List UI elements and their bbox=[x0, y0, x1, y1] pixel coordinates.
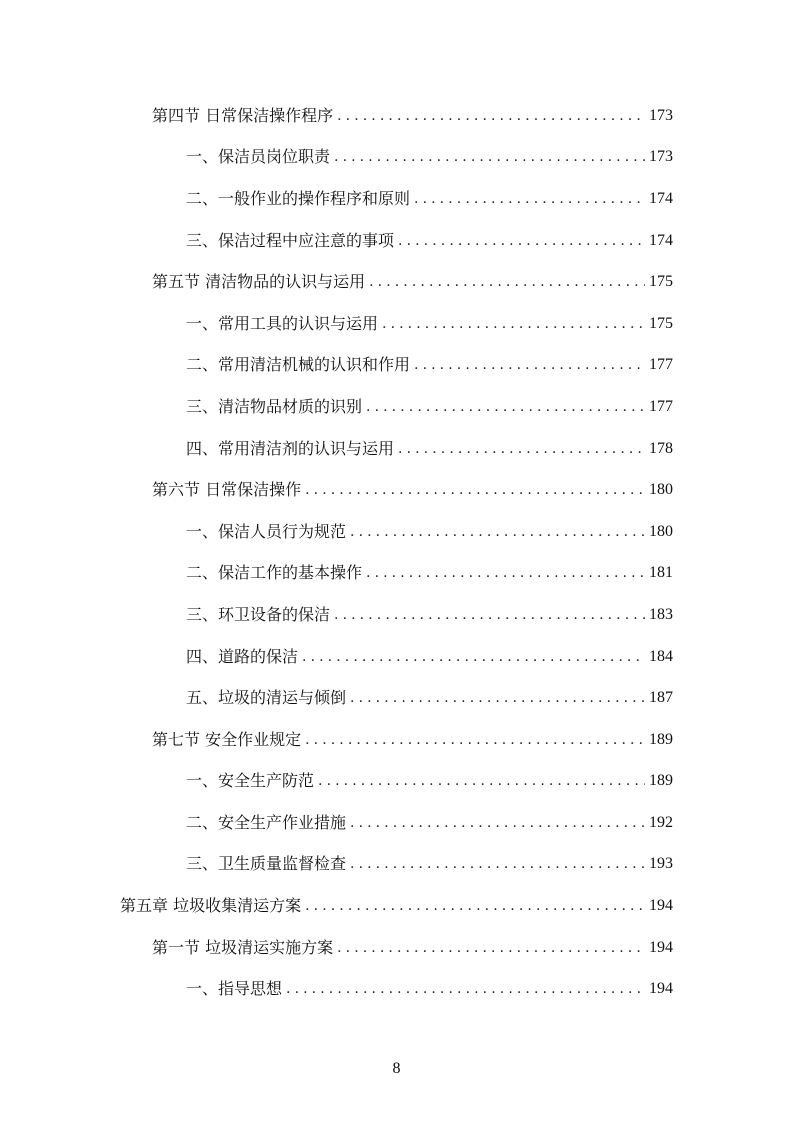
toc-entry[interactable] bbox=[0, 927, 793, 969]
toc-entry[interactable] bbox=[0, 469, 793, 511]
toc-entry-title: 五、垃圾的清运与倾倒 bbox=[186, 688, 347, 708]
toc-entry[interactable] bbox=[0, 636, 793, 678]
toc-entry-page: 178 bbox=[649, 439, 673, 457]
toc-entry-page: 181 bbox=[649, 564, 673, 582]
toc-entry-title: 第七节 安全作业规定 bbox=[152, 729, 302, 749]
toc-entry-page: 187 bbox=[649, 689, 673, 707]
toc-entry-page: 189 bbox=[649, 772, 673, 790]
toc-entry-title: 一、保洁员岗位职责 bbox=[186, 147, 331, 167]
toc-entry[interactable] bbox=[0, 386, 793, 428]
toc-entry[interactable] bbox=[0, 553, 793, 595]
toc-entry[interactable] bbox=[0, 761, 793, 803]
toc-entry-page: 194 bbox=[649, 897, 673, 915]
toc-leader-dots bbox=[337, 938, 645, 958]
toc-entry[interactable] bbox=[0, 261, 793, 303]
toc-entry[interactable] bbox=[0, 178, 793, 220]
toc-leader-dots bbox=[350, 688, 645, 708]
toc-entry-page: 192 bbox=[649, 813, 673, 831]
toc-entry-page: 173 bbox=[649, 106, 673, 124]
toc-entry-title: 一、常用工具的认识与运用 bbox=[186, 313, 379, 333]
toc-leader-dots bbox=[369, 272, 645, 292]
toc-leader-dots bbox=[350, 522, 645, 542]
toc-entry[interactable] bbox=[0, 428, 793, 470]
toc-entry[interactable] bbox=[0, 220, 793, 262]
toc-entry-title: 三、保洁过程中应注意的事项 bbox=[186, 230, 395, 250]
toc-entry-title: 一、安全生产防范 bbox=[186, 771, 315, 791]
toc-entry[interactable] bbox=[0, 802, 793, 844]
toc-leader-dots bbox=[334, 147, 645, 167]
toc-entry-page: 174 bbox=[649, 189, 673, 207]
toc-entry-title: 一、指导思想 bbox=[186, 979, 283, 999]
toc-leader-dots bbox=[305, 480, 645, 500]
toc-entry-title: 三、环卫设备的保洁 bbox=[186, 604, 331, 624]
toc-leader-dots bbox=[382, 314, 645, 334]
toc-entry[interactable] bbox=[0, 844, 793, 886]
toc-entry-page: 194 bbox=[649, 938, 673, 956]
toc-leader-dots bbox=[350, 813, 645, 833]
toc-leader-dots bbox=[302, 647, 645, 667]
toc-entry-page: 180 bbox=[649, 481, 673, 499]
toc-entry[interactable] bbox=[0, 345, 793, 387]
toc-entry-page: 183 bbox=[649, 605, 673, 623]
toc-entry-page: 180 bbox=[649, 522, 673, 540]
toc-leader-dots bbox=[414, 355, 645, 375]
table-of-contents bbox=[0, 95, 793, 1010]
toc-entry[interactable] bbox=[0, 137, 793, 179]
toc-entry-page: 177 bbox=[649, 397, 673, 415]
toc-leader-dots bbox=[398, 231, 645, 251]
toc-entry-title: 三、卫生质量监督检查 bbox=[186, 854, 347, 874]
toc-entry[interactable] bbox=[0, 511, 793, 553]
toc-leader-dots bbox=[414, 189, 645, 209]
toc-entry-page: 189 bbox=[649, 730, 673, 748]
toc-entry-title: 二、一般作业的操作程序和原则 bbox=[186, 188, 411, 208]
toc-entry-page: 193 bbox=[649, 855, 673, 873]
toc-entry-title: 四、常用清洁剂的认识与运用 bbox=[186, 438, 395, 458]
toc-entry[interactable] bbox=[0, 719, 793, 761]
toc-leader-dots bbox=[337, 106, 645, 126]
toc-entry[interactable] bbox=[0, 885, 793, 927]
toc-entry-page: 194 bbox=[649, 980, 673, 998]
toc-entry-page: 177 bbox=[649, 356, 673, 374]
toc-leader-dots bbox=[334, 605, 645, 625]
toc-entry-page: 175 bbox=[649, 314, 673, 332]
toc-entry-title: 第四节 日常保洁操作程序 bbox=[152, 105, 334, 125]
toc-leader-dots bbox=[398, 439, 645, 459]
page-number: 8 bbox=[392, 1060, 401, 1077]
toc-leader-dots bbox=[305, 730, 645, 750]
toc-entry[interactable] bbox=[0, 95, 793, 137]
toc-entry-title: 二、保洁工作的基本操作 bbox=[186, 563, 363, 583]
toc-leader-dots bbox=[318, 771, 645, 791]
toc-entry-title: 四、道路的保洁 bbox=[186, 646, 299, 666]
toc-entry-title: 第五章 垃圾收集清运方案 bbox=[120, 896, 302, 916]
toc-entry-title: 一、保洁人员行为规范 bbox=[186, 521, 347, 541]
toc-entry-page: 174 bbox=[649, 231, 673, 249]
toc-entry[interactable] bbox=[0, 677, 793, 719]
toc-leader-dots bbox=[286, 979, 645, 999]
toc-entry-title: 二、常用清洁机械的认识和作用 bbox=[186, 355, 411, 375]
toc-leader-dots bbox=[350, 854, 645, 874]
toc-entry[interactable] bbox=[0, 303, 793, 345]
toc-entry[interactable] bbox=[0, 594, 793, 636]
toc-entry-title: 第六节 日常保洁操作 bbox=[152, 480, 302, 500]
toc-entry-page: 184 bbox=[649, 647, 673, 665]
toc-entry-title: 二、安全生产作业措施 bbox=[186, 812, 347, 832]
toc-leader-dots bbox=[366, 563, 645, 583]
toc-entry-title: 第一节 垃圾清运实施方案 bbox=[152, 937, 334, 957]
toc-entry[interactable] bbox=[0, 968, 793, 1010]
toc-entry-page: 175 bbox=[649, 273, 673, 291]
toc-leader-dots bbox=[366, 397, 645, 417]
toc-entry-title: 第五节 清洁物品的认识与运用 bbox=[152, 272, 366, 292]
toc-entry-title: 三、清洁物品材质的识别 bbox=[186, 396, 363, 416]
toc-entry-page: 173 bbox=[649, 148, 673, 166]
toc-leader-dots bbox=[305, 896, 645, 916]
